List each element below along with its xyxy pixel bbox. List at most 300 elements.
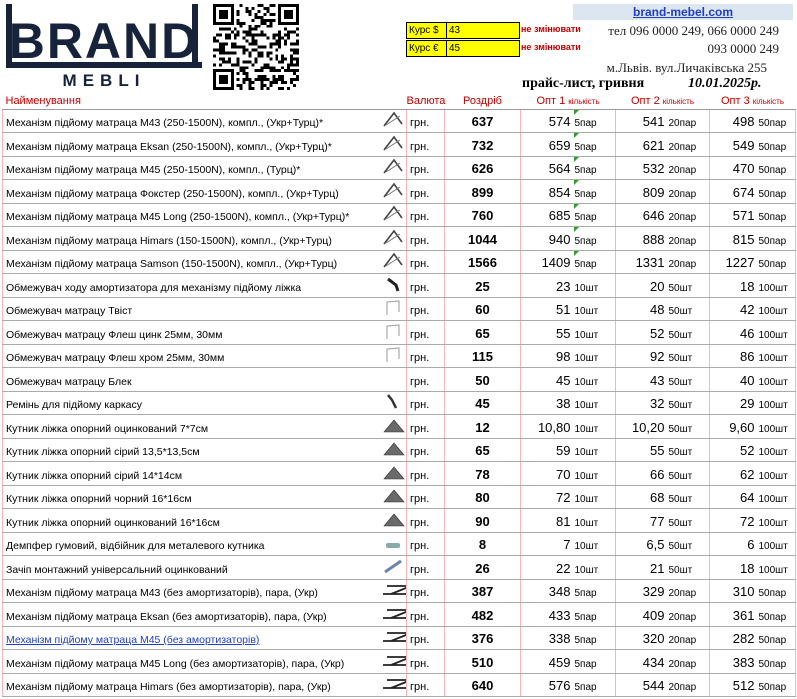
- opt2-price: 48: [616, 297, 668, 321]
- logo-text: BRAND: [8, 13, 200, 69]
- opt1-qty-value: 10шт: [574, 376, 599, 388]
- opt3-price: 498: [710, 109, 758, 133]
- opt2-qty: 20пар: [668, 109, 710, 133]
- col-currency-header: Валюта: [406, 95, 446, 108]
- comment-marker: [574, 180, 579, 185]
- opt1-qty-value: 5пар: [574, 212, 597, 223]
- opt3-qty: 50пар: [758, 603, 796, 627]
- opt2-price: 409: [616, 603, 668, 627]
- retail-price: 626: [445, 156, 521, 180]
- opt2-price: 10,20: [616, 415, 668, 439]
- stopper-icon: [381, 274, 407, 298]
- currency-cell: грн.: [407, 133, 445, 157]
- opt3-qty: 100шт: [758, 509, 796, 533]
- retail-price: 90: [445, 509, 521, 533]
- opt1-qty-value: 10шт: [574, 447, 599, 458]
- opt1-qty: [574, 297, 616, 321]
- comment-marker: [574, 110, 579, 115]
- table-row: [3, 274, 796, 298]
- opt1-qty-value: 10шт: [574, 353, 599, 364]
- pricelist-date: 10.01.2025р.: [688, 76, 762, 91]
- header: [0, 0, 797, 94]
- retail-price: 637: [445, 109, 521, 133]
- table-row: [3, 556, 796, 580]
- opt3-qty: 100шт: [758, 415, 796, 439]
- opt3-qty: 100шт: [758, 321, 796, 345]
- table-row: [3, 368, 796, 392]
- opt1-qty: [574, 579, 616, 603]
- phones: [608, 22, 779, 58]
- product-name[interactable]: Зачіп монтажний універсальний оцинкований: [3, 556, 381, 580]
- opt3-price: 6: [710, 532, 758, 556]
- opt1-qty: [574, 673, 616, 697]
- product-name[interactable]: Кутник ліжка опорний сірий 13,5*13,5см: [3, 438, 381, 462]
- currency-cell: грн.: [407, 485, 445, 509]
- opt1-qty: [574, 556, 616, 580]
- opt2-price: 20: [616, 274, 668, 298]
- opt2-price: 320: [616, 626, 668, 650]
- currency-cell: грн.: [407, 321, 445, 345]
- opt2-qty: 20пар: [668, 250, 710, 274]
- opt3-qty: 50пар: [758, 203, 796, 227]
- table-row: [3, 391, 796, 415]
- table-row: [3, 156, 796, 180]
- opt3-price: 29: [710, 391, 758, 415]
- opt1-qty: [574, 626, 616, 650]
- retail-price: 25: [445, 274, 521, 298]
- comment-marker: [574, 133, 579, 138]
- retail-price: 60: [445, 297, 521, 321]
- opt3-qty-label: кількість: [752, 97, 785, 107]
- opt3-qty: 50пар: [758, 109, 796, 133]
- opt1-qty: [574, 274, 616, 298]
- currency-cell: грн.: [407, 203, 445, 227]
- product-name[interactable]: Механізм підйому матраца Eksan (без амортизаторів), пара, (Укр): [3, 603, 381, 627]
- opt2-price: 77: [616, 509, 668, 533]
- opt2-qty: 50шт: [668, 438, 710, 462]
- opt3-price: 815: [710, 227, 758, 251]
- opt2-qty: 50шт: [668, 274, 710, 298]
- opt3-qty: 100шт: [758, 485, 796, 509]
- address: м.Львів. вул.Личаківська 255: [606, 60, 767, 75]
- opt3-price: 42: [710, 297, 758, 321]
- bracket-icon: [381, 344, 407, 368]
- lift-mechanism-icon: [381, 180, 407, 204]
- currency-cell: грн.: [407, 297, 445, 321]
- opt1-qty-value: 5пар: [574, 635, 597, 646]
- opt2-price: 92: [616, 344, 668, 368]
- product-name[interactable]: Кутник ліжка опорний оцинкований 16*16см: [3, 509, 381, 533]
- opt2-qty: 50шт: [668, 321, 710, 345]
- product-name[interactable]: Демпфер гумовий, відбійник для металевого кутника: [3, 532, 381, 556]
- table-row: [3, 462, 796, 486]
- opt2-qty: 20пар: [668, 626, 710, 650]
- table-row: [3, 297, 796, 321]
- opt1-qty: [574, 203, 616, 227]
- opt1-qty-value: 5пар: [574, 259, 597, 270]
- retail-price: 65: [445, 438, 521, 462]
- opt1-price: 23: [521, 274, 574, 298]
- opt2-qty: 20пар: [668, 180, 710, 204]
- opt2-qty: 20пар: [668, 603, 710, 627]
- product-name[interactable]: Механізм підйому матраца М45 Long (250-1500N), компл., (Укр+Турц)*: [3, 203, 381, 227]
- opt1-price: 70: [521, 462, 574, 486]
- opt2-price: 43: [616, 368, 668, 392]
- opt1-qty-value: 5пар: [574, 141, 597, 153]
- product-name[interactable]: Ремінь для підйому каркасу: [3, 391, 381, 415]
- product-name[interactable]: Механізм підйому матраца М45 (250-1500N), компл., (Турц)*: [3, 156, 381, 180]
- currency-cell: грн.: [407, 579, 445, 603]
- price-table-wrap: [2, 94, 795, 697]
- opt1-price: 7: [521, 532, 574, 556]
- retail-price: 115: [445, 344, 521, 368]
- retail-price: 26: [445, 556, 521, 580]
- product-name[interactable]: Кутник ліжка опорний чорний 16*16см: [3, 485, 381, 509]
- opt3-price: 62: [710, 462, 758, 486]
- retail-price: 8: [445, 532, 521, 556]
- opt3-qty: 100шт: [758, 368, 796, 392]
- opt1-qty-value: 10шт: [574, 564, 599, 576]
- currency-cell: грн.: [407, 109, 445, 133]
- opt2-qty: 50шт: [668, 462, 710, 486]
- opt1-qty: [574, 391, 616, 415]
- opt1-qty-value: 5пар: [574, 165, 597, 176]
- opt1-qty: [574, 109, 616, 133]
- retail-price: 50: [445, 368, 521, 392]
- opt2-qty-label: кількість: [662, 97, 695, 107]
- currency-cell: грн.: [407, 250, 445, 274]
- brand-logo: [6, 4, 202, 90]
- product-name[interactable]: Кутник ліжка опорний сірий 14*14см: [3, 462, 381, 486]
- opt1-price: 659: [521, 133, 574, 157]
- opt2-qty: 20пар: [668, 156, 710, 180]
- opt1-qty-value: 5пар: [574, 588, 597, 599]
- empty-image-cell: [381, 368, 407, 392]
- opt3-qty: 100шт: [758, 438, 796, 462]
- lift-mechanism-icon: [381, 133, 407, 157]
- currency-cell: грн.: [407, 603, 445, 627]
- opt1-qty: [574, 509, 616, 533]
- opt3-qty: 50пар: [758, 227, 796, 251]
- opt2-price: 52: [616, 321, 668, 345]
- opt3-qty: 50пар: [758, 626, 796, 650]
- opt1-qty-value: 10шт: [574, 306, 599, 317]
- opt1-price: 574: [521, 109, 574, 133]
- table-row: [3, 579, 796, 603]
- opt2-price: 68: [616, 485, 668, 509]
- currency-cell: грн.: [407, 180, 445, 204]
- lift-frame-icon: [381, 626, 407, 650]
- opt3-price: 40: [710, 368, 758, 392]
- opt1-qty-value: 10шт: [574, 400, 599, 411]
- retail-price: 1044: [445, 227, 521, 251]
- opt1-price: 55: [521, 321, 574, 345]
- opt1-price: 10,80: [521, 415, 574, 439]
- opt2-qty: 20пар: [668, 227, 710, 251]
- lift-mechanism-icon: [381, 227, 407, 251]
- opt2-price: 646: [616, 203, 668, 227]
- lift-mechanism-icon: [381, 250, 407, 274]
- table-row: [3, 133, 796, 157]
- rate-eur-note: не змінювати: [521, 42, 581, 52]
- opt3-price: 72: [710, 509, 758, 533]
- opt2-price: 1331: [616, 250, 668, 274]
- currency-cell: грн.: [407, 532, 445, 556]
- lift-mechanism-icon: [381, 203, 407, 227]
- opt3-price: 549: [710, 133, 758, 157]
- product-name[interactable]: Механізм підйому матраца Eksan (250-1500N), компл., (Укр+Турц)*: [3, 133, 381, 157]
- product-name[interactable]: Механізм підйому матраца Himars (150-1500N), компл., (Укр+Турц): [3, 227, 381, 251]
- opt1-price: 22: [521, 556, 574, 580]
- opt2-price: 532: [616, 156, 668, 180]
- opt2-qty: 50шт: [668, 415, 710, 439]
- opt3-price: 282: [710, 626, 758, 650]
- opt1-price: 1409: [521, 250, 574, 274]
- opt1-qty-value: 5пар: [574, 118, 597, 129]
- opt3-label: Опт 3: [720, 95, 750, 108]
- opt1-qty-value: 10шт: [574, 470, 599, 482]
- opt1-qty: [574, 227, 616, 251]
- opt1-price: 51: [521, 297, 574, 321]
- product-name[interactable]: Механізм підйому матраца Himars (без амортизаторів), пара, (Укр): [3, 673, 381, 697]
- table-body: [3, 109, 796, 697]
- opt3-qty: 50пар: [758, 579, 796, 603]
- table-row: [3, 321, 796, 345]
- opt3-qty: 50пар: [758, 673, 796, 697]
- opt1-price: 81: [521, 509, 574, 533]
- retail-price: 732: [445, 133, 521, 157]
- opt3-qty: 50пар: [758, 180, 796, 204]
- opt3-price: 64: [710, 485, 758, 509]
- retail-price: 45: [445, 391, 521, 415]
- col-image-header: [381, 94, 407, 109]
- product-name[interactable]: Обмежувач матрацу Флеш цинк 25мм, 30мм: [3, 321, 381, 345]
- corner-icon: [381, 485, 407, 509]
- product-name[interactable]: Механізм підйому матраца Фокстер (250-1500N), компл., (Укр+Турц): [3, 180, 381, 204]
- product-name[interactable]: Обмежувач ходу амортизатора для механізму підйому ліжка: [3, 274, 381, 298]
- opt3-qty: 50пар: [758, 156, 796, 180]
- site-link[interactable]: brand-mebel.com: [632, 5, 734, 19]
- phone-line-2: 093 0000 249: [707, 41, 779, 56]
- opt1-qty-value: 10шт: [574, 282, 599, 294]
- table-row: [3, 227, 796, 251]
- currency-cell: грн.: [407, 438, 445, 462]
- rate-usd-value[interactable]: 43: [447, 23, 519, 38]
- table-row: [3, 344, 796, 368]
- opt2-price: 55: [616, 438, 668, 462]
- opt1-price: 72: [521, 485, 574, 509]
- retail-price: 1566: [445, 250, 521, 274]
- opt1-price: 38: [521, 391, 574, 415]
- table-row: [3, 509, 796, 533]
- table-row: [3, 180, 796, 204]
- bracket-icon: [381, 321, 407, 345]
- table-row: [3, 415, 796, 439]
- opt1-price: 940: [521, 227, 574, 251]
- product-name[interactable]: Механізм підйому матраца М43 (250-1500N), компл., (Укр+Турц)*: [3, 109, 381, 133]
- opt1-price: 854: [521, 180, 574, 204]
- retail-price: 65: [445, 321, 521, 345]
- opt2-price: 809: [616, 180, 668, 204]
- currency-cell: грн.: [407, 556, 445, 580]
- corner-icon: [381, 438, 407, 462]
- currency-cell: грн.: [407, 156, 445, 180]
- opt3-price: 310: [710, 579, 758, 603]
- opt1-qty: [574, 603, 616, 627]
- opt3-price: 361: [710, 603, 758, 627]
- currency-cell: грн.: [407, 673, 445, 697]
- phone-line-1: тел 096 0000 249, 066 0000 249: [608, 23, 779, 38]
- opt1-qty-value: 5пар: [574, 188, 597, 200]
- opt1-price: 459: [521, 650, 574, 674]
- currency-cell: грн.: [407, 274, 445, 298]
- opt1-qty-value: 10шт: [574, 423, 599, 435]
- opt3-qty: 100шт: [758, 462, 796, 486]
- opt3-price: 512: [710, 673, 758, 697]
- rate-usd-label: Курс $: [407, 23, 447, 38]
- rate-usd-note: не змінювати: [521, 24, 581, 34]
- opt2-qty: 20пар: [668, 203, 710, 227]
- col-opt1-header: [521, 94, 616, 109]
- opt2-qty: 20пар: [668, 579, 710, 603]
- table-row: [3, 532, 796, 556]
- product-name[interactable]: Механізм підйому матраца М45 Long (без амортизаторів), пара, (Укр): [3, 650, 381, 674]
- opt3-qty: 50пар: [758, 650, 796, 674]
- comment-marker: [574, 157, 579, 162]
- opt2-price: 6,5: [616, 532, 668, 556]
- retail-price: 760: [445, 203, 521, 227]
- table-row: [3, 650, 796, 674]
- table-header-row: [3, 94, 796, 109]
- opt2-qty: 50шт: [668, 297, 710, 321]
- currency-cell: грн.: [407, 626, 445, 650]
- opt2-price: 434: [616, 650, 668, 674]
- opt1-price: 98: [521, 344, 574, 368]
- opt2-qty: 50шт: [668, 485, 710, 509]
- opt3-qty: 50пар: [758, 133, 796, 157]
- retail-price: 510: [445, 650, 521, 674]
- lift-mechanism-icon: [381, 156, 407, 180]
- currency-cell: грн.: [407, 391, 445, 415]
- opt1-qty: [574, 438, 616, 462]
- retail-price: 899: [445, 180, 521, 204]
- opt1-qty-value: 5пар: [574, 682, 597, 693]
- opt1-qty: [574, 250, 616, 274]
- rate-eur-label: Курс €: [407, 41, 447, 56]
- opt1-qty-value: 5пар: [574, 658, 597, 670]
- currency-cell: грн.: [407, 368, 445, 392]
- rate-usd: [406, 22, 581, 39]
- opt1-price: 685: [521, 203, 574, 227]
- product-name[interactable]: Механізм підйому матраца Samson (150-1500N), компл., (Укр+Турц): [3, 250, 381, 274]
- corner-icon: [381, 462, 407, 486]
- opt3-qty: 100шт: [758, 391, 796, 415]
- table-row: [3, 438, 796, 462]
- product-name: [3, 626, 381, 650]
- opt3-price: 52: [710, 438, 758, 462]
- opt2-qty: 50шт: [668, 556, 710, 580]
- rate-eur: [406, 40, 581, 57]
- opt1-qty-value: 5пар: [574, 235, 597, 247]
- opt3-price: 470: [710, 156, 758, 180]
- lift-frame-icon: [381, 603, 407, 627]
- strap-icon: [381, 391, 407, 415]
- qr-code: [212, 4, 300, 90]
- currency-cell: грн.: [407, 462, 445, 486]
- opt1-qty: [574, 462, 616, 486]
- opt1-label: Опт 1: [536, 95, 566, 108]
- opt3-price: 383: [710, 650, 758, 674]
- opt2-price: 329: [616, 579, 668, 603]
- opt1-qty-value: 10шт: [574, 517, 599, 529]
- opt2-price: 621: [616, 133, 668, 157]
- opt1-qty: [574, 532, 616, 556]
- opt2-qty: 20пар: [668, 673, 710, 697]
- rate-eur-value[interactable]: 45: [447, 41, 519, 56]
- table-row: [3, 673, 796, 697]
- opt1-qty: [574, 133, 616, 157]
- opt3-qty: 100шт: [758, 532, 796, 556]
- opt2-price: 21: [616, 556, 668, 580]
- currency-cell: грн.: [407, 344, 445, 368]
- opt1-qty: [574, 156, 616, 180]
- product-link[interactable]: Механізм підйому матраца М45 (без амортизаторів): [6, 634, 260, 646]
- opt1-qty: [574, 650, 616, 674]
- opt2-price: 888: [616, 227, 668, 251]
- product-name[interactable]: Кутник ліжка опорний оцинкований 7*7см: [3, 415, 381, 439]
- opt1-price: 564: [521, 156, 574, 180]
- opt1-qty: [574, 180, 616, 204]
- opt2-qty: 50шт: [668, 368, 710, 392]
- currency-cell: грн.: [407, 650, 445, 674]
- comment-marker: [574, 204, 579, 209]
- product-name[interactable]: Обмежувач матрацу Блек: [3, 368, 381, 392]
- opt2-price: 32: [616, 391, 668, 415]
- retail-price: 482: [445, 603, 521, 627]
- opt1-qty: [574, 368, 616, 392]
- currency-cell: грн.: [407, 227, 445, 251]
- retail-price: 376: [445, 626, 521, 650]
- opt3-price: 1227: [710, 250, 758, 274]
- product-name[interactable]: Обмежувач матрацу Твіст: [3, 297, 381, 321]
- opt1-qty-value: 5пар: [574, 611, 597, 623]
- product-name[interactable]: Обмежувач матрацу Флеш хром 25мм, 30мм: [3, 344, 381, 368]
- retail-price: 387: [445, 579, 521, 603]
- table-row: [3, 603, 796, 627]
- logo-subtext: MEBLI: [62, 71, 146, 90]
- opt3-price: 9,60: [710, 415, 758, 439]
- corner-icon: [381, 509, 407, 533]
- opt1-qty: [574, 485, 616, 509]
- opt3-price: 46: [710, 321, 758, 345]
- opt2-label: Опт 2: [630, 95, 660, 108]
- opt3-price: 86: [710, 344, 758, 368]
- opt1-qty: [574, 344, 616, 368]
- opt2-qty: 50шт: [668, 509, 710, 533]
- opt3-qty: 100шт: [758, 556, 796, 580]
- opt3-qty: 100шт: [758, 297, 796, 321]
- currency-cell: грн.: [407, 509, 445, 533]
- opt1-price: 576: [521, 673, 574, 697]
- opt2-qty: 50шт: [668, 391, 710, 415]
- opt1-qty-value: 10шт: [574, 329, 599, 341]
- table-row: [3, 203, 796, 227]
- opt3-price: 571: [710, 203, 758, 227]
- col-retail-header: Роздріб: [445, 94, 521, 109]
- product-name[interactable]: Механізм підйому матраца М43 (без амортизаторів), пара, (Укр): [3, 579, 381, 603]
- col-opt3-header: [710, 94, 796, 109]
- retail-price: 12: [445, 415, 521, 439]
